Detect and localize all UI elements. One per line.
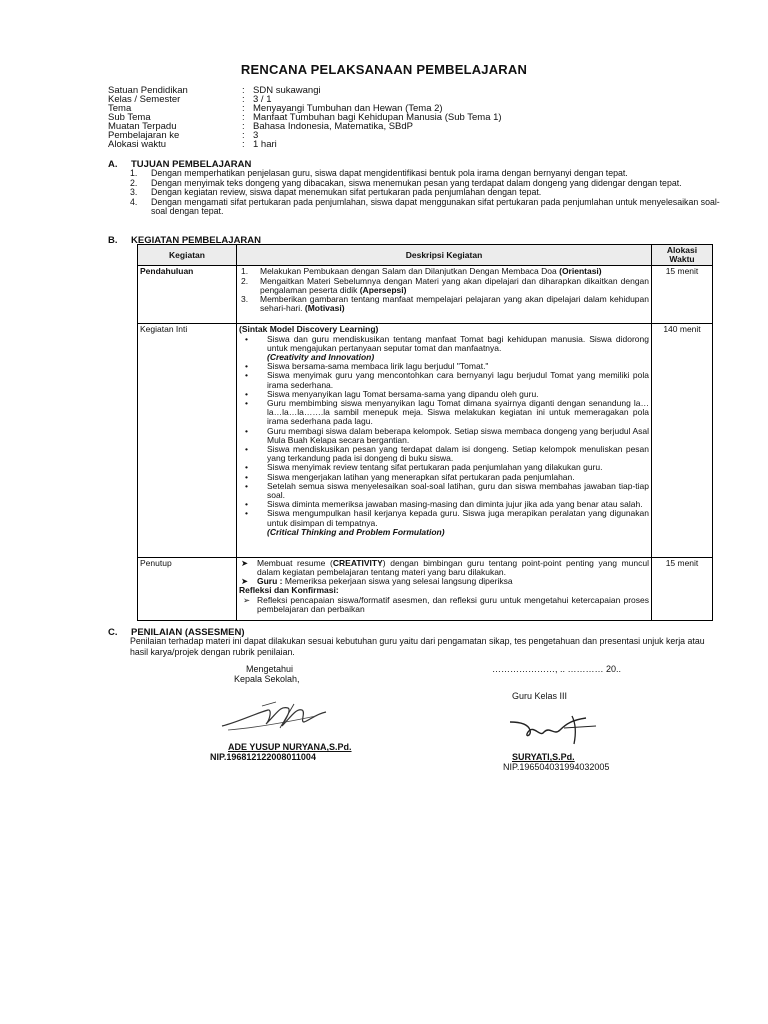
list-item: • Siswa bersama-sama membaca lirik lagu berjudul "Tomat." xyxy=(245,361,489,372)
identity-row: Kelas / Semester : 3 / 1 xyxy=(108,94,272,105)
objectives-list xyxy=(130,169,720,217)
list-item: • Guru membagi siswa dalam beberapa kelompok. Setiap siswa membaca dongeng yang berjudul Asal Mula Buah Kelapa secara bergantian. xyxy=(245,425,649,445)
principal-signature xyxy=(218,700,330,736)
identity-value: Bahasa Indonesia, Matematika, SBdP xyxy=(253,121,414,132)
table-row xyxy=(138,324,713,557)
sig-left-line1: Mengetahui xyxy=(246,664,294,674)
identity-label: Alokasi waktu xyxy=(108,139,167,150)
assessment-text: Penilaian terhadap materi ini dapat dilakukan sesuai kebutuhan guru yaitu dari pengamatan sikap, tes pengetahuan dan presentasi unjuk kerja atau hasil karya/projek dengan rubrik penilaian. xyxy=(130,636,705,657)
list-item: • Siswa mengerjakan latihan yang menerapkan sifat pertukaran pada penjumlahan. xyxy=(245,471,575,482)
header-kegiatan: Kegiatan xyxy=(138,245,237,266)
sig-right-name: SURYATI,S.Pd. xyxy=(512,752,575,762)
sig-left-name: ADE YUSUP NURYANA,S.Pd. xyxy=(228,742,352,752)
identity-value: 3 xyxy=(253,130,259,141)
sig-left-nip: NIP.196812122008011004 xyxy=(210,752,316,762)
row-desc-penutup xyxy=(237,557,652,620)
list-item: 4. Dengan mengamati sifat pertukaran pada penjumlahan, siswa dapat menggunakan sifat pertukaran pada penjumlahan untuk menyelesaikan soal-soal dengan tepat. xyxy=(130,196,720,216)
section-a-heading: A. TUJUAN PEMBELAJARAN xyxy=(108,159,252,170)
list-item: ➢ Refleksi pencapaian siswa/formatif asesmen, dan refleksi guru untuk mengetahui ketercapaian proses pembelajaran dan perbaikan xyxy=(243,594,649,614)
identity-row: Tema : Menyayangi Tumbuhan dan Hewan (Tema 2) xyxy=(108,103,443,114)
row-label-penutup: Penutup xyxy=(138,557,237,620)
identity-label: Pembelajaran ke xyxy=(108,130,180,141)
identity-label: Muatan Terpadu xyxy=(108,121,177,132)
row-time-penutup: 15 menit xyxy=(652,557,713,620)
list-item: • Siswa diminta memeriksa jawaban masing-masing dan diminta jujur jika ada yang benar atau salah. xyxy=(245,499,643,510)
table-header-row xyxy=(138,245,713,266)
section-b-heading: B. KEGIATAN PEMBELAJARAN xyxy=(108,235,262,246)
row-time-pendahuluan: 15 menit xyxy=(652,266,713,324)
page-title: RENCANA PELAKSANAAN PEMBELAJARAN xyxy=(240,62,528,77)
sig-left-line2: Kepala Sekolah, xyxy=(234,674,300,684)
table-row xyxy=(138,557,713,620)
sig-date: …………………, .. ………… 20.. xyxy=(492,664,622,674)
identity-value: Manfaat Tumbuhan bagi Kehidupan Manusia (Sub Tema 1) xyxy=(253,112,502,123)
header-alokasi: Alokasi Waktu xyxy=(652,245,713,266)
identity-row: Muatan Terpadu : Bahasa Indonesia, Matematika, SBdP xyxy=(108,121,414,132)
list-item: • Siswa menyanyikan lagu Tomat bersama-sama yang dipandu oleh guru. xyxy=(245,388,539,399)
sig-right-title: Guru Kelas III xyxy=(512,691,568,701)
list-item: • Siswa mengumpulkan hasil kerjanya kepada guru. Siswa juga merapikan peralatan yang digunakan untuk disimpan di tempatnya. (Critical Thinking and Problem Formulation) xyxy=(245,508,649,537)
identity-label: Satuan Pendidikan xyxy=(108,85,188,96)
row-desc-inti xyxy=(237,324,652,557)
list-item: 1. Dengan memperhatikan penjelasan guru, siswa dapat mengidentifikasi bentuk pola irama dengan bernyanyi dengan tepat. xyxy=(130,168,628,178)
identity-value: 1 hari xyxy=(253,139,277,150)
model-label: (Sintak Model Discovery Learning) xyxy=(239,324,379,335)
header-deskripsi: Deskripsi Kegiatan xyxy=(237,245,652,266)
table-row xyxy=(138,266,713,324)
list-item: ➤ Guru : Memeriksa pekerjaan siswa yang selesai langsung diperiksa xyxy=(241,576,513,587)
identity-label: Tema xyxy=(108,103,132,114)
identity-value: Menyayangi Tumbuhan dan Hewan (Tema 2) xyxy=(253,103,443,114)
list-item: • Siswa dan guru mendiskusikan tentang manfaat Tomat bagi kehidupan manusia. Siswa didorong untuk mengajukan pertanyaan seputar tomat dan manfaatnya. (Creativity and Innovation) xyxy=(245,333,649,363)
identity-row: Alokasi waktu : 1 hari xyxy=(108,139,277,150)
list-item: • Siswa mendiskusikan pesan yang terdapat dalam isi dongeng. Setiap kelompok menuliskan pesan yang terkandung pada isi dongeng di buku siswa. xyxy=(245,444,649,464)
identity-row: Satuan Pendidikan : SDN sukawangi xyxy=(108,85,321,96)
list-item: • Siswa menyimak guru yang mencontohkan cara bernyanyi lagu berjudul Tomat yang memiliki pola irama sederhana. xyxy=(245,370,649,390)
list-item: • Guru membimbing siswa menyanyikan lagu Tomat dimana syairnya diganti dengan senandung la…la…la…la…….la sambil menepuk meja. Siswa melakukan kegiatan ini untuk memeragakan pola irama sederhana pada lagu. xyxy=(245,398,649,427)
row-desc-pendahuluan: 1. Melakukan Pembukaan dengan Salam dan Dilanjutkan Dengan Membaca Doa (Orientasi) 2. Mengaitkan Materi Sebelumnya dengan Materi yang akan dipelajari dan diharapkan dikaitkan dengan pengalaman peserta didik (Apersepsi) 3. Memberikan gambaran tentang manfaat mempelajari pelajaran yang akan dipelajari dalam kehidupan sehari-hari. (Motivasi) xyxy=(237,266,652,324)
identity-row: Pembelajaran ke : 3 xyxy=(108,130,259,141)
row-time-inti: 140 menit xyxy=(652,324,713,557)
identity-label: Sub Tema xyxy=(108,112,151,123)
list-item: ➤ Membuat resume (CREATIVITY) dengan bimbingan guru tentang point-point penting yang muncul dalam kegiatan pembelajaran tentang materi yang baru dilakukan. xyxy=(241,557,649,577)
list-item: 3. Dengan kegiatan review, siswa dapat menemukan sifat pertukaran pada penjumlahan dengan tepat. xyxy=(130,187,542,197)
list-item: • Siswa menyimak review tentang sifat pertukaran pada penjumlahan yang dilakukan guru. xyxy=(245,462,603,473)
identity-label: Kelas / Semester xyxy=(108,94,181,105)
teacher-signature xyxy=(506,712,604,748)
refleksi-title: Refleksi dan Konfirmasi: xyxy=(239,585,339,596)
identity-value: SDN sukawangi xyxy=(253,85,321,96)
row-label-pendahuluan: Pendahuluan xyxy=(138,266,237,324)
activities-table xyxy=(137,244,713,621)
list-item: • Setelah semua siswa menyelesaikan soal-soal latihan, guru dan siswa membahas jawaban tiap-tiap soal. xyxy=(245,480,649,501)
list-item: 2. Dengan menyimak teks dongeng yang dibacakan, siswa menemukan pesan yang terdapat dalam dongeng yang didengar dengan tepat. xyxy=(130,177,682,188)
identity-row: Sub Tema : Manfaat Tumbuhan bagi Kehidupan Manusia (Sub Tema 1) xyxy=(108,112,502,123)
identity-value: 3 / 1 xyxy=(253,94,272,105)
sig-right-nip: NIP.196504031994032005 xyxy=(503,762,610,772)
row-label-inti: Kegiatan Inti xyxy=(138,324,237,557)
section-c-heading: C. PENILAIAN (ASSESMEN) xyxy=(108,627,245,638)
